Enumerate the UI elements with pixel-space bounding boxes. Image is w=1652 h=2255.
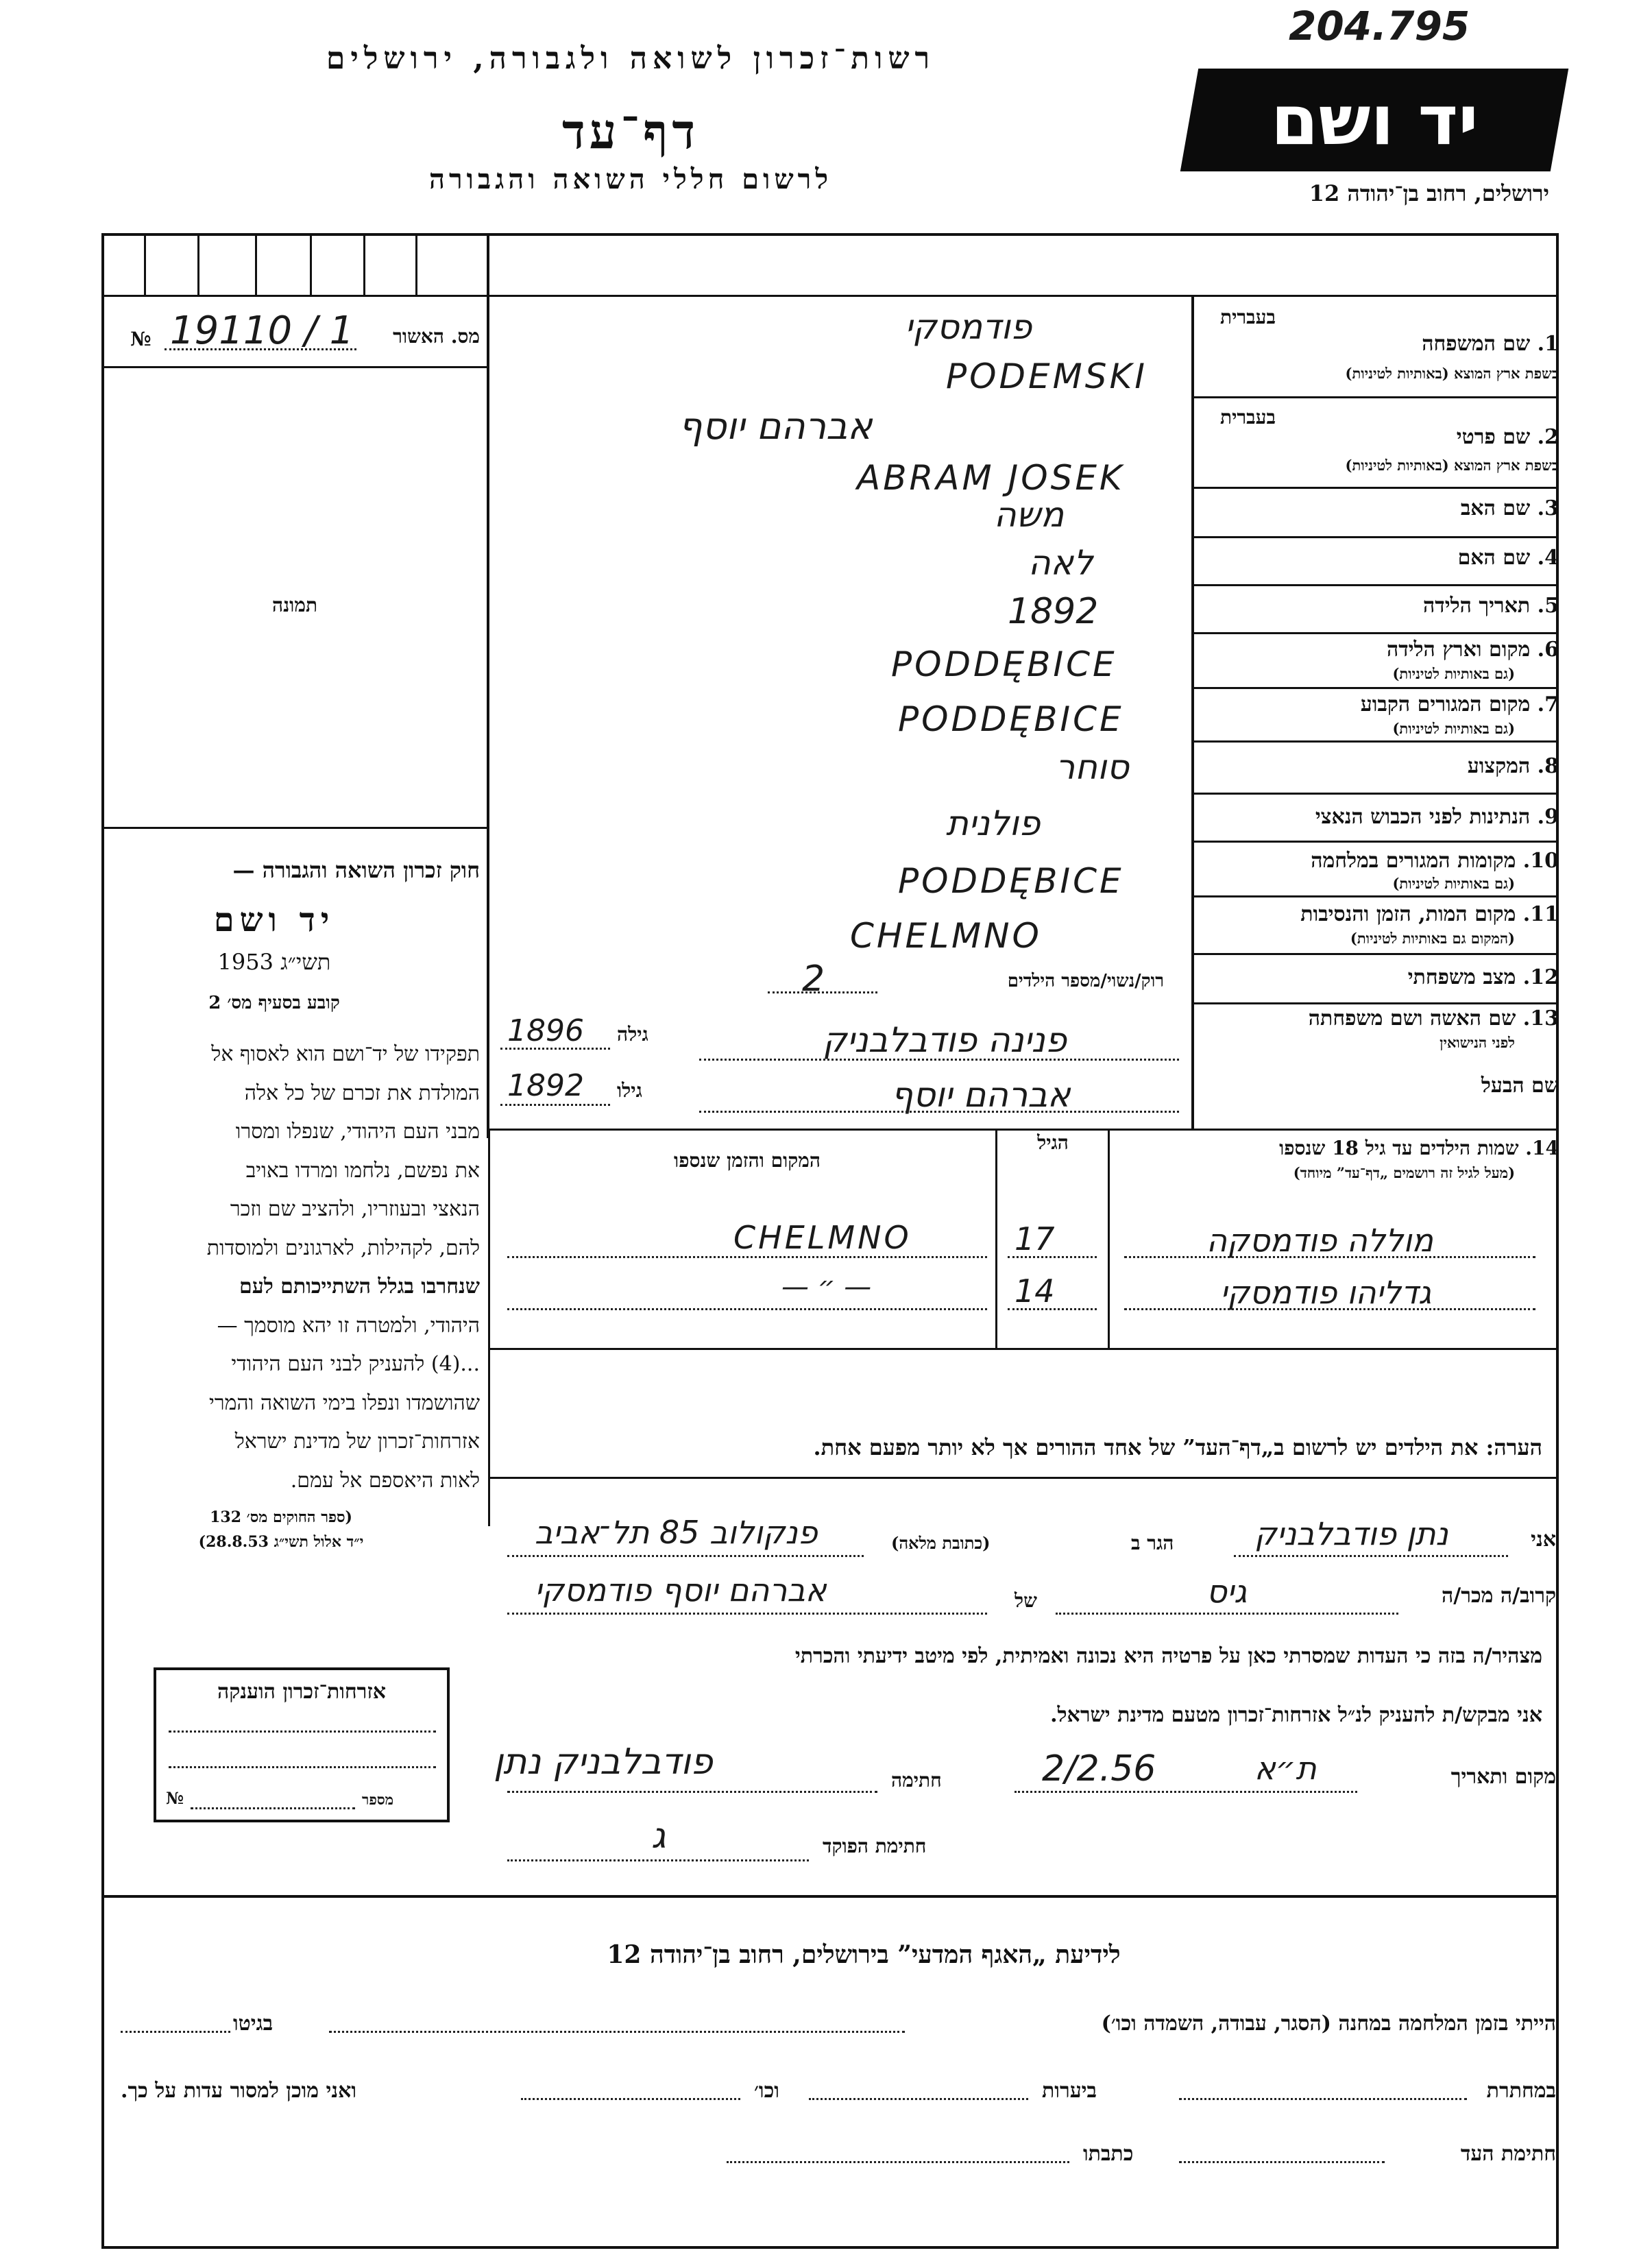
decl-name[interactable]: נתן פודבלבניק bbox=[1254, 1515, 1448, 1552]
law-line: לאות היאספם אל עמם. bbox=[290, 1468, 480, 1493]
law-line: להם, לקהילות, לארגונים ולמוסדות bbox=[206, 1235, 480, 1260]
citizenship-number-sign: № bbox=[166, 1788, 184, 1808]
f12-left-label: רוק/נשוי/מספר הילדים bbox=[1007, 971, 1164, 991]
child-age[interactable]: 14 bbox=[1015, 1273, 1055, 1310]
f1-latin-value[interactable]: PODEMSKI bbox=[946, 357, 1148, 396]
decl-of: של bbox=[1015, 1589, 1037, 1612]
footer-willing-label: ואני מוכן למסור עדות על כך. bbox=[121, 2079, 357, 2103]
f7-value[interactable]: PODDĘBICE bbox=[898, 699, 1124, 739]
law-line: המולדת את זכרם של כל אלה bbox=[244, 1081, 480, 1105]
law-line: אזרחות־זכרון של מדינת ישראל bbox=[234, 1430, 480, 1454]
husband-value[interactable]: אברהם יוסף bbox=[891, 1075, 1071, 1115]
f12-label: 12. מצב משפחתי bbox=[1407, 965, 1559, 989]
f13-label: 13. שם האשה ושם משפחתה bbox=[1308, 1006, 1559, 1030]
f13-age-value[interactable]: 1896 bbox=[507, 1013, 584, 1048]
decl-request: אני מבקש/ת להעניק לנ״ל אזרחות־זכרון מטעם מדינת ישראל. bbox=[1050, 1703, 1542, 1727]
f6-sub: (גם באותיות לטיניות) bbox=[1392, 665, 1515, 682]
law-line: שנחרבו בגלל השתייכותם לעם bbox=[239, 1275, 480, 1299]
footer-forests-label: ביערות bbox=[1042, 2079, 1097, 2103]
f5-value[interactable]: 1892 bbox=[1008, 591, 1099, 632]
law-year: תשי״ג 1953 bbox=[217, 949, 331, 975]
husband-age-label: גילו bbox=[617, 1079, 642, 1102]
husband-label: שם הבעל bbox=[1481, 1074, 1559, 1098]
law-line: ...(4) להעניק לבני העם היהודי bbox=[231, 1352, 480, 1376]
f11-sub: (המקום גם באותיות לטיניות) bbox=[1350, 930, 1515, 947]
law-line: מבני העם היהודי, שנפלו ומסרו bbox=[235, 1120, 480, 1144]
decl-date-value[interactable]: 2/2.56 bbox=[1042, 1748, 1156, 1789]
decl-full-address: (כתובת מלאה) bbox=[891, 1533, 991, 1553]
citizenship-box bbox=[154, 1667, 450, 1822]
footer-etc-label: וכו׳ bbox=[754, 2079, 779, 2103]
decl-signature-value[interactable]: פודבלבניק נתן bbox=[494, 1741, 713, 1783]
left-column-divider bbox=[487, 233, 489, 1138]
f11-value[interactable]: CHELMNO bbox=[850, 916, 1042, 956]
law-heading: חוק זכרון השואה והגבורה — bbox=[232, 857, 480, 883]
note: הערה: את הילדים יש לרשום ב„דף־העד” של אחד ההורים אך לא יותר מפעם אחת. bbox=[813, 1434, 1542, 1460]
f4-label: 4. שם האם bbox=[1457, 546, 1559, 570]
f7-sub: (גם באותיות לטיניות) bbox=[1392, 720, 1515, 737]
f10-value[interactable]: PODDĘBICE bbox=[898, 861, 1124, 901]
decl-address[interactable]: פנקולוב 85 תל־אביב bbox=[535, 1514, 818, 1551]
authority-title: רשות־זכרון לשואה ולגבורה, ירושלים bbox=[326, 41, 936, 76]
f9-label: 9. הנתינות לפני הכבוש הנאצי bbox=[1315, 805, 1559, 829]
f3-label: 3. שם האב bbox=[1460, 496, 1559, 520]
f8-value[interactable]: סוחר bbox=[1056, 747, 1129, 787]
decl-place-value[interactable]: ת״א bbox=[1254, 1750, 1317, 1787]
child-place[interactable]: CHELMNO bbox=[733, 1219, 912, 1256]
f3-value[interactable]: משה bbox=[994, 495, 1065, 535]
footer-title: לידיעת „האגף המדעי” בירושלים, רחוב בן־יהודה 12 bbox=[607, 1940, 1121, 1969]
footer-camp-label: הייתי בזמן המלחמה במחנה (הסגר, עבודה, השמדה וכו׳) bbox=[1101, 2012, 1556, 2036]
decl-relation-value[interactable]: גיס bbox=[1206, 1573, 1248, 1610]
photo-placeholder-label: תמונה bbox=[271, 594, 318, 616]
approval-number-value: 19110 / 1 bbox=[170, 309, 354, 353]
f9-value[interactable]: פולנית bbox=[946, 804, 1041, 843]
f7-label: 7. מקום המגורים הקבוע bbox=[1360, 692, 1559, 716]
children-place-header: המקום והזמן שנספו bbox=[674, 1149, 821, 1172]
f4-value[interactable]: לאה bbox=[1028, 543, 1093, 583]
yad-vashem-logo bbox=[1180, 69, 1568, 171]
citizenship-title: אזרחות־זכרון הוענקה bbox=[217, 1680, 387, 1704]
f13-sub: לפני הנישואין bbox=[1440, 1034, 1515, 1051]
reference-number: 204.795 bbox=[1289, 3, 1470, 49]
approval-number-sign: № bbox=[130, 328, 151, 350]
f6-label: 6. מקום וארץ הלידה bbox=[1386, 638, 1559, 662]
citizenship-number-label: מספר bbox=[362, 1791, 394, 1808]
f12-value[interactable]: 2 bbox=[802, 958, 825, 1000]
decl-relation-label: קרוב/ה מכר/ה bbox=[1442, 1584, 1556, 1608]
officer-signature-label: חתימת הפוקד bbox=[823, 1835, 927, 1857]
f1-hebrew-value[interactable]: פודמסקי bbox=[905, 307, 1032, 347]
form-subtitle: לרשום חללי השואה והגבורה bbox=[428, 163, 833, 195]
decl-lives: הגר ב bbox=[1131, 1532, 1174, 1554]
law-body bbox=[110, 1035, 480, 1500]
decl-i: אני bbox=[1531, 1528, 1556, 1552]
form-title: דף־עד bbox=[561, 103, 699, 160]
decl-statement: מצהיר/ה בזה כי העדות שמסרתי כאן על פרטיה היא נכונה ואמיתית, לפי מיטב ידיעתי והכרתי bbox=[794, 1644, 1542, 1668]
f2-hebrew-tag: בעברית bbox=[1220, 406, 1276, 429]
law-line: את נפשם, נלחמו ומרדו באויב bbox=[245, 1158, 480, 1183]
officer-signature-value[interactable]: ג bbox=[651, 1816, 666, 1857]
f8-label: 8. המקצוע bbox=[1467, 754, 1559, 778]
f13-value[interactable]: פנינה פודבלבניק bbox=[823, 1020, 1067, 1060]
footer-underground-label: במחתרת bbox=[1486, 2079, 1556, 2103]
logo-text: יד ושם bbox=[1270, 80, 1479, 160]
law-line: היהודי, ולמטרה זו יהא מוסמך — bbox=[217, 1313, 480, 1338]
f1-label: 1. שם המשפחה bbox=[1422, 332, 1559, 356]
husband-age-value[interactable]: 1892 bbox=[507, 1068, 584, 1103]
f2-label: 2. שם פרטי bbox=[1456, 425, 1559, 449]
address: ירושלים, רחוב בן־יהודה 12 bbox=[1309, 180, 1549, 206]
law-clause: קובע בסעיף מס׳ 2 bbox=[208, 993, 340, 1013]
f2-latin-value[interactable]: ABRAM JOSEK bbox=[857, 458, 1125, 498]
law-name: יד ושם bbox=[213, 901, 335, 939]
f1-hebrew-tag: בעברית bbox=[1220, 306, 1276, 328]
footer-address-label: כתבתו bbox=[1083, 2142, 1134, 2166]
f11-label: 11. מקום המות, הזמן והנסיבות bbox=[1300, 902, 1559, 926]
law-date: י״ד אלול תשי״ג 28.8.53) bbox=[198, 1533, 364, 1551]
footer-ghetto-label: בגיטו bbox=[233, 2012, 274, 2036]
decl-signature-label: חתימה bbox=[891, 1769, 942, 1792]
f13-age-label: גילה bbox=[617, 1023, 648, 1046]
f1-sub: בשפת ארץ המוצא (באותיות לטיניות) bbox=[1345, 365, 1559, 382]
children-age-header: הגיל bbox=[1037, 1131, 1069, 1154]
child-name[interactable]: גדליהו פודמסקי bbox=[1220, 1274, 1432, 1311]
children-label: 14. שמות הילדים עד גיל 18 שנספו bbox=[1279, 1137, 1559, 1159]
f2-sub: בשפת ארץ המוצא (באותיות לטיניות) bbox=[1345, 457, 1559, 474]
law-line: שהושמדו ונפלו בימי השואה והמרי bbox=[208, 1390, 480, 1415]
decl-deceased-name[interactable]: אברהם יוסף פודמסקי bbox=[535, 1571, 827, 1608]
child-place[interactable]: — ״ — bbox=[781, 1271, 872, 1303]
children-sub: (מעל לגיל זה רושמים „דף־עד” מיוחד) bbox=[1293, 1164, 1515, 1181]
f5-label: 5. תאריך הלידה bbox=[1423, 594, 1559, 618]
law-line: תפקידו של יד־ושם הוא לאסוף אל bbox=[211, 1042, 480, 1066]
decl-place-date-label: מקום ותאריך bbox=[1450, 1765, 1556, 1789]
f10-sub: (גם באותיות לטיניות) bbox=[1392, 875, 1515, 892]
child-name[interactable]: מוללה פודמסקה bbox=[1206, 1222, 1433, 1259]
child-age[interactable]: 17 bbox=[1015, 1220, 1055, 1257]
approval-number-label: מס. האשור bbox=[393, 325, 480, 348]
f6-value[interactable]: PODDĘBICE bbox=[891, 644, 1117, 684]
header-strip-divider bbox=[101, 295, 1559, 297]
footer-witness-signature-label: חתימת העד bbox=[1460, 2142, 1556, 2166]
law-line: הנאצי ובעוזריו, ולהציב שם וזכר bbox=[230, 1197, 480, 1221]
f10-label: 10. מקומות המגורים במלחמה bbox=[1311, 849, 1559, 873]
f2-hebrew-value[interactable]: אברהם יוסף bbox=[679, 405, 873, 448]
law-source: (ספר החוקים מס׳ 132 bbox=[210, 1508, 352, 1526]
